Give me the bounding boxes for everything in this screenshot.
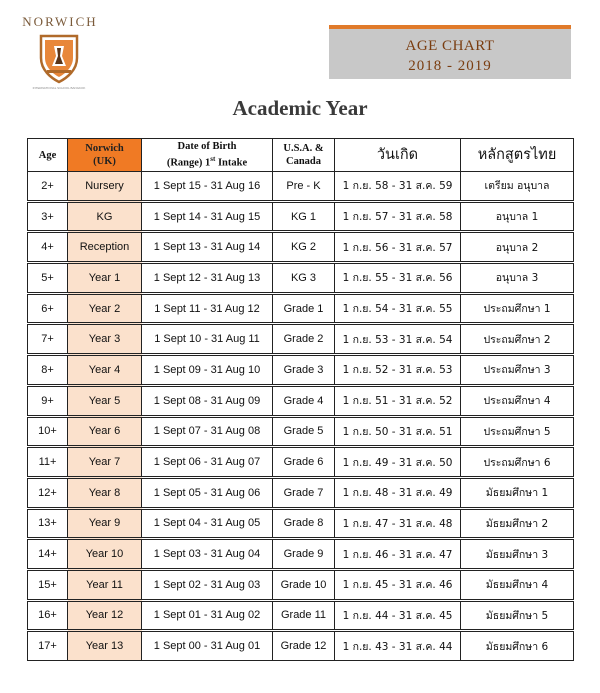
logo-title: NORWICH (22, 14, 98, 29)
cell-usa-canada: KG 2 (273, 233, 335, 262)
table-row (28, 172, 574, 201)
header-thai-curriculum: หลักสูตรไทย (461, 139, 574, 172)
cell-date-of-birth: 1 Sept 12 - 31 Aug 13 (142, 264, 273, 293)
cell-thai-dob: 1 ก.ย. 57 - 31 ส.ค. 58 (335, 202, 461, 231)
cell-thai-grade: มัธยมศึกษา 2 (461, 509, 574, 538)
cell-norwich: KG (68, 202, 142, 231)
page-heading: Academic Year (232, 96, 368, 120)
cell-thai-dob: 1 ก.ย. 45 - 31 ส.ค. 46 (335, 570, 461, 599)
cell-thai-grade: มัธยมศึกษา 3 (461, 540, 574, 569)
cell-thai-dob: 1 ก.ย. 48 - 31 ส.ค. 49 (335, 478, 461, 507)
school-logo (22, 14, 98, 100)
header-usa-canada: U.S.A. & Canada (273, 139, 335, 172)
cell-thai-grade: มัธยมศึกษา 1 (461, 478, 574, 507)
cell-thai-grade: มัธยมศึกษา 5 (461, 601, 574, 630)
cell-age: 17+ (28, 632, 68, 661)
table-row (28, 233, 574, 262)
cell-norwich: Year 6 (68, 417, 142, 446)
cell-thai-grade: มัธยมศึกษา 4 (461, 570, 574, 599)
cell-usa-canada: Grade 4 (273, 386, 335, 415)
cell-thai-grade: ประถมศึกษา 6 (461, 448, 574, 477)
cell-usa-canada: KG 3 (273, 264, 335, 293)
cell-date-of-birth: 1 Sept 01 - 31 Aug 02 (142, 601, 273, 630)
cell-thai-dob: 1 ก.ย. 52 - 31 ส.ค. 53 (335, 356, 461, 385)
table-row (28, 325, 574, 354)
cell-thai-grade: เตรียม อนุบาล (461, 172, 574, 201)
header-thai-dob: วันเกิด (335, 139, 461, 172)
cell-date-of-birth: 1 Sept 13 - 31 Aug 14 (142, 233, 273, 262)
cell-thai-grade: อนุบาล 3 (461, 264, 574, 293)
cell-thai-grade: อนุบาล 1 (461, 202, 574, 231)
cell-usa-canada: Grade 5 (273, 417, 335, 446)
cell-thai-grade: ประถมศึกษา 3 (461, 356, 574, 385)
table-row (28, 386, 574, 415)
table-row (28, 478, 574, 507)
age-chart-years: 2018 - 2019 (408, 58, 492, 74)
table-row (28, 570, 574, 599)
cell-age: 14+ (28, 540, 68, 569)
cell-norwich: Reception (68, 233, 142, 262)
table-row (28, 417, 574, 446)
cell-usa-canada: Grade 1 (273, 294, 335, 323)
cell-usa-canada: Grade 12 (273, 632, 335, 661)
table-row (28, 294, 574, 323)
cell-norwich: Year 3 (68, 325, 142, 354)
cell-date-of-birth: 1 Sept 02 - 31 Aug 03 (142, 570, 273, 599)
cell-thai-dob: 1 ก.ย. 49 - 31 ส.ค. 50 (335, 448, 461, 477)
cell-age: 5+ (28, 264, 68, 293)
cell-thai-grade: ประถมศึกษา 2 (461, 325, 574, 354)
cell-norwich: Year 8 (68, 478, 142, 507)
table-row (28, 202, 574, 231)
cell-norwich: Nursery (68, 172, 142, 201)
cell-norwich: Year 1 (68, 264, 142, 293)
cell-usa-canada: Grade 6 (273, 448, 335, 477)
cell-thai-dob: 1 ก.ย. 55 - 31 ส.ค. 56 (335, 264, 461, 293)
table-row (28, 264, 574, 293)
cell-thai-grade: ประถมศึกษา 4 (461, 386, 574, 415)
cell-date-of-birth: 1 Sept 05 - 31 Aug 06 (142, 478, 273, 507)
cell-norwich: Year 4 (68, 356, 142, 385)
cell-usa-canada: Grade 2 (273, 325, 335, 354)
cell-usa-canada: Grade 7 (273, 478, 335, 507)
cell-thai-dob: 1 ก.ย. 46 - 31 ส.ค. 47 (335, 540, 461, 569)
cell-date-of-birth: 1 Sept 04 - 31 Aug 05 (142, 509, 273, 538)
cell-date-of-birth: 1 Sept 14 - 31 Aug 15 (142, 202, 273, 231)
cell-thai-grade: ประถมศึกษา 1 (461, 294, 574, 323)
cell-date-of-birth: 1 Sept 10 - 31 Aug 11 (142, 325, 273, 354)
cell-date-of-birth: 1 Sept 03 - 31 Aug 04 (142, 540, 273, 569)
cell-norwich: Year 10 (68, 540, 142, 569)
cell-age: 13+ (28, 509, 68, 538)
header-norwich: Norwich (UK) (68, 139, 142, 172)
table-row (28, 601, 574, 630)
table-row (28, 632, 574, 661)
cell-age: 9+ (28, 386, 68, 415)
cell-thai-dob: 1 ก.ย. 47 - 31 ส.ค. 48 (335, 509, 461, 538)
cell-thai-dob: 1 ก.ย. 50 - 31 ส.ค. 51 (335, 417, 461, 446)
logo-tagline: INTERNATIONAL SCHOOL BANGKOK (32, 86, 86, 90)
age-chart-title-box (329, 25, 571, 79)
cell-age: 2+ (28, 172, 68, 201)
cell-age: 15+ (28, 570, 68, 599)
cell-norwich: Year 11 (68, 570, 142, 599)
cell-date-of-birth: 1 Sept 11 - 31 Aug 12 (142, 294, 273, 323)
table-row (28, 356, 574, 385)
cell-thai-dob: 1 ก.ย. 58 - 31 ส.ค. 59 (335, 172, 461, 201)
header-date-of-birth: Date of Birth (Range) 1st Intake (142, 139, 273, 172)
cell-date-of-birth: 1 Sept 07 - 31 Aug 08 (142, 417, 273, 446)
header-age: Age (28, 139, 68, 172)
cell-age: 8+ (28, 356, 68, 385)
cell-thai-grade: ประถมศึกษา 5 (461, 417, 574, 446)
age-chart-title: AGE CHART (405, 38, 495, 54)
cell-thai-dob: 1 ก.ย. 51 - 31 ส.ค. 52 (335, 386, 461, 415)
cell-age: 11+ (28, 448, 68, 477)
crest-icon (37, 32, 81, 84)
cell-usa-canada: KG 1 (273, 202, 335, 231)
cell-usa-canada: Grade 11 (273, 601, 335, 630)
cell-usa-canada: Grade 3 (273, 356, 335, 385)
cell-age: 4+ (28, 233, 68, 262)
cell-norwich: Year 2 (68, 294, 142, 323)
cell-thai-dob: 1 ก.ย. 43 - 31 ส.ค. 44 (335, 632, 461, 661)
cell-norwich: Year 7 (68, 448, 142, 477)
cell-usa-canada: Grade 8 (273, 509, 335, 538)
cell-date-of-birth: 1 Sept 00 - 31 Aug 01 (142, 632, 273, 661)
cell-date-of-birth: 1 Sept 15 - 31 Aug 16 (142, 172, 273, 201)
table-row (28, 448, 574, 477)
cell-age: 3+ (28, 202, 68, 231)
cell-thai-dob: 1 ก.ย. 53 - 31 ส.ค. 54 (335, 325, 461, 354)
cell-date-of-birth: 1 Sept 09 - 31 Aug 10 (142, 356, 273, 385)
table-row (28, 509, 574, 538)
cell-age: 16+ (28, 601, 68, 630)
age-chart-table (27, 138, 574, 661)
cell-age: 6+ (28, 294, 68, 323)
table-header-row (28, 139, 574, 172)
cell-usa-canada: Grade 10 (273, 570, 335, 599)
cell-usa-canada: Grade 9 (273, 540, 335, 569)
cell-thai-grade: อนุบาล 2 (461, 233, 574, 262)
cell-thai-dob: 1 ก.ย. 54 - 31 ส.ค. 55 (335, 294, 461, 323)
cell-age: 7+ (28, 325, 68, 354)
cell-thai-dob: 1 ก.ย. 56 - 31 ส.ค. 57 (335, 233, 461, 262)
cell-norwich: Year 5 (68, 386, 142, 415)
cell-thai-dob: 1 ก.ย. 44 - 31 ส.ค. 45 (335, 601, 461, 630)
cell-date-of-birth: 1 Sept 08 - 31 Aug 09 (142, 386, 273, 415)
cell-date-of-birth: 1 Sept 06 - 31 Aug 07 (142, 448, 273, 477)
table-row (28, 540, 574, 569)
cell-age: 10+ (28, 417, 68, 446)
cell-norwich: Year 12 (68, 601, 142, 630)
cell-norwich: Year 13 (68, 632, 142, 661)
cell-thai-grade: มัธยมศึกษา 6 (461, 632, 574, 661)
cell-usa-canada: Pre - K (273, 172, 335, 201)
cell-norwich: Year 9 (68, 509, 142, 538)
cell-age: 12+ (28, 478, 68, 507)
